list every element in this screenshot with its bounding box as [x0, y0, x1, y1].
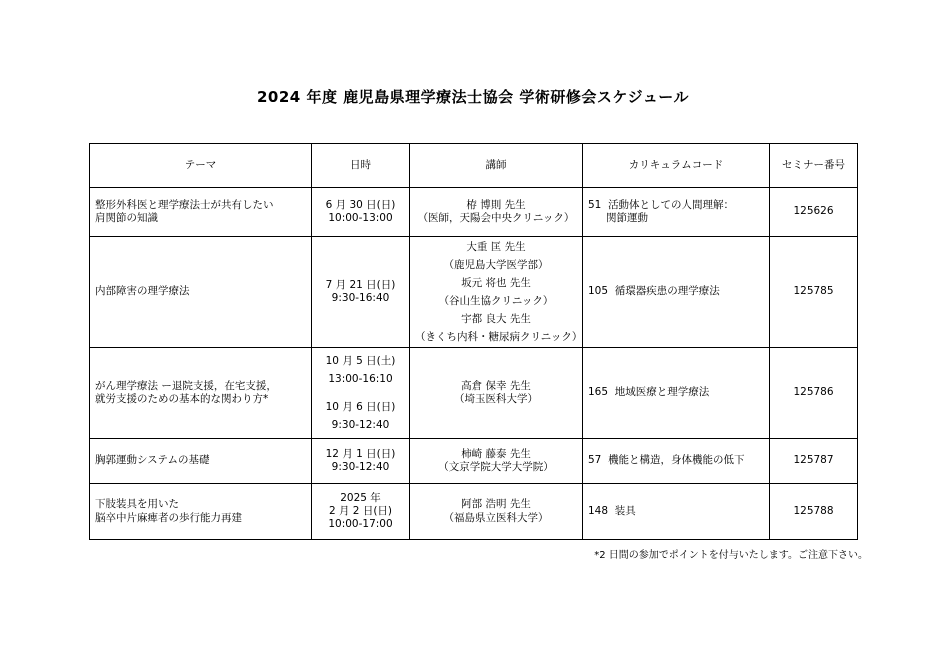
- seminar-number: 125785: [770, 237, 858, 348]
- lecturer-affiliation: （福島県立医科大学）: [443, 511, 549, 524]
- time-line: 9:30-16:40: [331, 292, 390, 304]
- datetime-cell: [312, 439, 410, 484]
- curriculum-number: 57: [588, 454, 602, 467]
- curriculum-cell: [583, 188, 770, 237]
- seminar-number: 125788: [770, 484, 858, 540]
- header-lecturer: 講師: [410, 144, 583, 188]
- curriculum-number: 51: [588, 198, 602, 211]
- curriculum-name: 機能と構造，身体機能の低下: [608, 454, 745, 467]
- curriculum-line: [588, 505, 764, 518]
- lecturer-affiliation: （鹿児島大学医学部）: [443, 259, 549, 271]
- curriculum-name: 循環器疾患の理学療法: [614, 285, 720, 298]
- date-line: 10 月 6 日(日): [325, 401, 396, 413]
- curriculum-line: [588, 454, 764, 467]
- lecturer-affiliation: （医師，天陽会中央クリニック）: [417, 212, 575, 224]
- time-line: 10:00-13:00: [328, 212, 393, 224]
- curriculum-cell: [583, 439, 770, 484]
- curriculum-number: 148: [588, 504, 609, 517]
- theme-line: 肩関節の知識: [95, 212, 158, 224]
- theme-cell: [90, 439, 312, 484]
- lecturer-name: 高倉 保幸 先生: [461, 379, 531, 392]
- lecturer-name: 栫 博則 先生: [466, 198, 526, 211]
- header-datetime: 日時: [312, 144, 410, 188]
- table-row: [90, 439, 858, 484]
- table-row: [90, 348, 858, 439]
- header-theme: テーマ: [90, 144, 312, 188]
- curriculum-cell: [583, 484, 770, 540]
- theme-line: がん理学療法 ー退院支援，在宅支援，: [95, 379, 277, 392]
- datetime-cell: [312, 237, 410, 348]
- curriculum-name: 装具: [614, 504, 636, 517]
- lecturer-name: 柿崎 藤泰 先生: [461, 447, 531, 460]
- table-row: [90, 484, 858, 540]
- curriculum-cell: [583, 237, 770, 348]
- lecturer-affiliation: （きくち内科・糖尿病クリニック）: [415, 331, 583, 343]
- header-curriculum: カリキュラムコード: [583, 144, 770, 188]
- date-line: 10 月 5 日(土): [325, 355, 396, 367]
- curriculum-number: 105: [588, 285, 609, 298]
- theme-cell: [90, 237, 312, 348]
- lecturer-cell: [410, 348, 583, 439]
- spacer: [317, 388, 404, 398]
- seminar-number: 125626: [770, 188, 858, 237]
- date-line: 12 月 1 日(日): [325, 447, 396, 460]
- theme-line: 下肢装具を用いた: [95, 498, 179, 511]
- time-line: 13:00-16:10: [328, 373, 393, 385]
- lecturer-cell: [410, 188, 583, 237]
- curriculum-cell: [583, 348, 770, 439]
- time-line: 9:30-12:40: [331, 419, 390, 431]
- theme-line: 脳卒中片麻痺者の歩行能力再建: [95, 511, 242, 524]
- theme-line: 胸郭運動システムの基礎: [95, 454, 210, 467]
- table-row: [90, 188, 858, 237]
- header-seminar: セミナー番号: [770, 144, 858, 188]
- curriculum-number: 165: [588, 386, 609, 399]
- header-row: [90, 144, 858, 188]
- date-line: 7 月 21 日(日): [325, 278, 396, 291]
- theme-line: 内部障害の理学療法: [95, 285, 190, 298]
- date-line: 6 月 30 日(日): [325, 198, 396, 211]
- datetime-cell: [312, 484, 410, 540]
- table-row: [90, 237, 858, 348]
- theme-cell: [90, 484, 312, 540]
- theme-cell: [90, 348, 312, 439]
- curriculum-name: 活動体としての人間理解：: [608, 198, 735, 211]
- curriculum-name-cont: 関節運動: [606, 212, 648, 224]
- curriculum-line: [588, 199, 764, 212]
- seminar-number: 125787: [770, 439, 858, 484]
- curriculum-name: 地域医療と理学療法: [614, 386, 710, 399]
- theme-line: 就労支援のための基本的な関わり方*: [95, 393, 269, 405]
- theme-cell: [90, 188, 312, 237]
- lecturer-cell: [410, 237, 583, 348]
- lecturer-name: 坂元 将也 先生: [461, 277, 531, 289]
- page-title: 2024 年度 鹿児島県理学療法士協会 学術研修会スケジュール: [256, 88, 690, 106]
- lecturer-cell: [410, 484, 583, 540]
- date-line: 2 月 2 日(日): [328, 504, 393, 517]
- year-line: 2025 年: [340, 491, 381, 504]
- datetime-cell: [312, 348, 410, 439]
- lecturer-affiliation: （谷山生協クリニック）: [438, 295, 554, 307]
- lecturer-name: 阿部 浩明 先生: [461, 498, 531, 511]
- lecturer-affiliation: （埼玉医科大学）: [454, 393, 538, 405]
- curriculum-line: [588, 386, 764, 399]
- lecturer-name: 宇都 良大 先生: [461, 313, 531, 325]
- lecturer-name: 大重 匡 先生: [466, 241, 526, 253]
- time-line: 10:00-17:00: [328, 518, 393, 531]
- datetime-cell: [312, 188, 410, 237]
- theme-line: 整形外科医と理学療法士が共有したい: [95, 198, 274, 211]
- schedule-table: [89, 143, 858, 540]
- lecturer-affiliation: （文京学院大学大学院）: [438, 461, 554, 473]
- footnote: *2 日間の参加でポイントを付与いたします。ご注意下さい。: [594, 550, 868, 561]
- seminar-number: 125786: [770, 348, 858, 439]
- curriculum-line: [588, 285, 764, 298]
- time-line: 9:30-12:40: [331, 461, 390, 473]
- lecturer-cell: [410, 439, 583, 484]
